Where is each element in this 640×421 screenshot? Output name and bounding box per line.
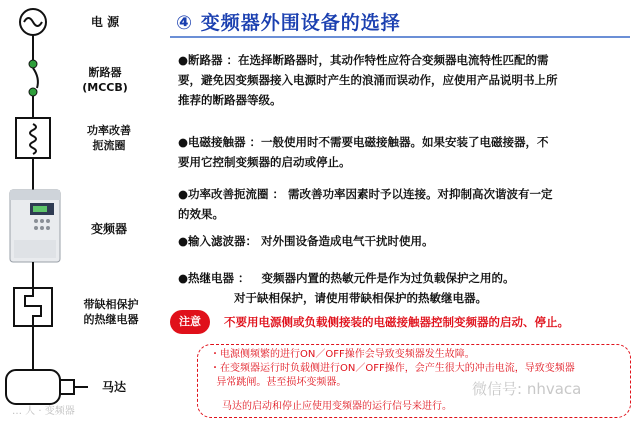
item-line: ●输入滤波器： 对外围设备造成电气干扰时使用。 xyxy=(178,234,434,248)
reactor-label-line1: 功率改善 xyxy=(87,124,131,137)
caution-detail: 异常跳闸。甚至损坏变频器。 xyxy=(210,377,347,388)
title-underline xyxy=(170,36,630,38)
item-thermal-relay xyxy=(178,268,630,308)
breaker-label-line2: (MCCB) xyxy=(82,81,128,94)
caution-badge: 注意 xyxy=(170,310,210,334)
item-breaker xyxy=(178,50,630,110)
breaker-icon xyxy=(29,60,38,96)
thermal-relay-icon xyxy=(14,288,52,326)
caution-detail: 马达的启动和停止应使用变频器的运行信号来进行。 xyxy=(222,401,452,412)
inverter-label: 变频器 xyxy=(90,222,127,236)
breaker-label-line1: 断路器 xyxy=(88,66,122,79)
item-contactor xyxy=(178,132,630,172)
inverter-icon xyxy=(10,190,60,262)
item-line: ●电磁接触器 ：一般使用时不需要电磁接触器。如果安装了电磁接器，不 xyxy=(178,135,549,149)
wiring-diagram xyxy=(0,0,170,421)
item-line: 要用它控制变频器的启动或停止。 xyxy=(178,155,351,169)
wechat-watermark: 微信号: nhvaca xyxy=(472,380,582,398)
item-line: ●断路器 ：在选择断路器时，其动作特性应符合变频器电流特性匹配的需 xyxy=(178,53,549,67)
page-title: ④ 变频器外围设备的选择 xyxy=(176,12,401,34)
relay-label-line1: 带缺相保护 xyxy=(83,298,139,311)
item-filter xyxy=(178,231,630,251)
item-line: 要，避免因变频器接入电源时产生的浪涌而误动作，应使用产品说明书上所 xyxy=(178,73,558,87)
motor-label: 马达 xyxy=(101,380,126,394)
caution-headline: 不要用电源侧或负载侧接装的电磁接触器控制变频器的启动、停止。 xyxy=(224,315,569,329)
small-watermark: … 人 · 变频器 xyxy=(12,406,75,417)
motor-icon xyxy=(6,370,88,404)
caution-detail: ・在变频器运行时负载侧进行ON／OFF操作，会产生很大的冲击电流，导致变频器 xyxy=(210,363,575,374)
item-line: ●功率改善扼流圈 ： 需改善功率因素时予以连接。对抑制高次谐波有一定 xyxy=(178,187,553,201)
power-label: 电 源 xyxy=(90,15,120,29)
item-reactor xyxy=(178,184,630,224)
reactor-icon xyxy=(16,118,50,158)
reactor-label-line2: 扼流圈 xyxy=(92,139,126,152)
caution-detail: ・电源侧频繁的进行ON／OFF操作会导致变频器发生故障。 xyxy=(210,349,475,360)
item-line: 的效果。 xyxy=(178,207,224,221)
item-line: ●热继电器 ： 变频器内置的热敏元件是作为过负载保护之用的。 xyxy=(178,271,515,285)
item-line: 推荐的断路器等级。 xyxy=(178,93,282,107)
relay-label-line2: 的热继电器 xyxy=(83,313,139,326)
item-line: 对于缺相保护，请使用带缺相保护的热敏继电器。 xyxy=(178,291,488,305)
